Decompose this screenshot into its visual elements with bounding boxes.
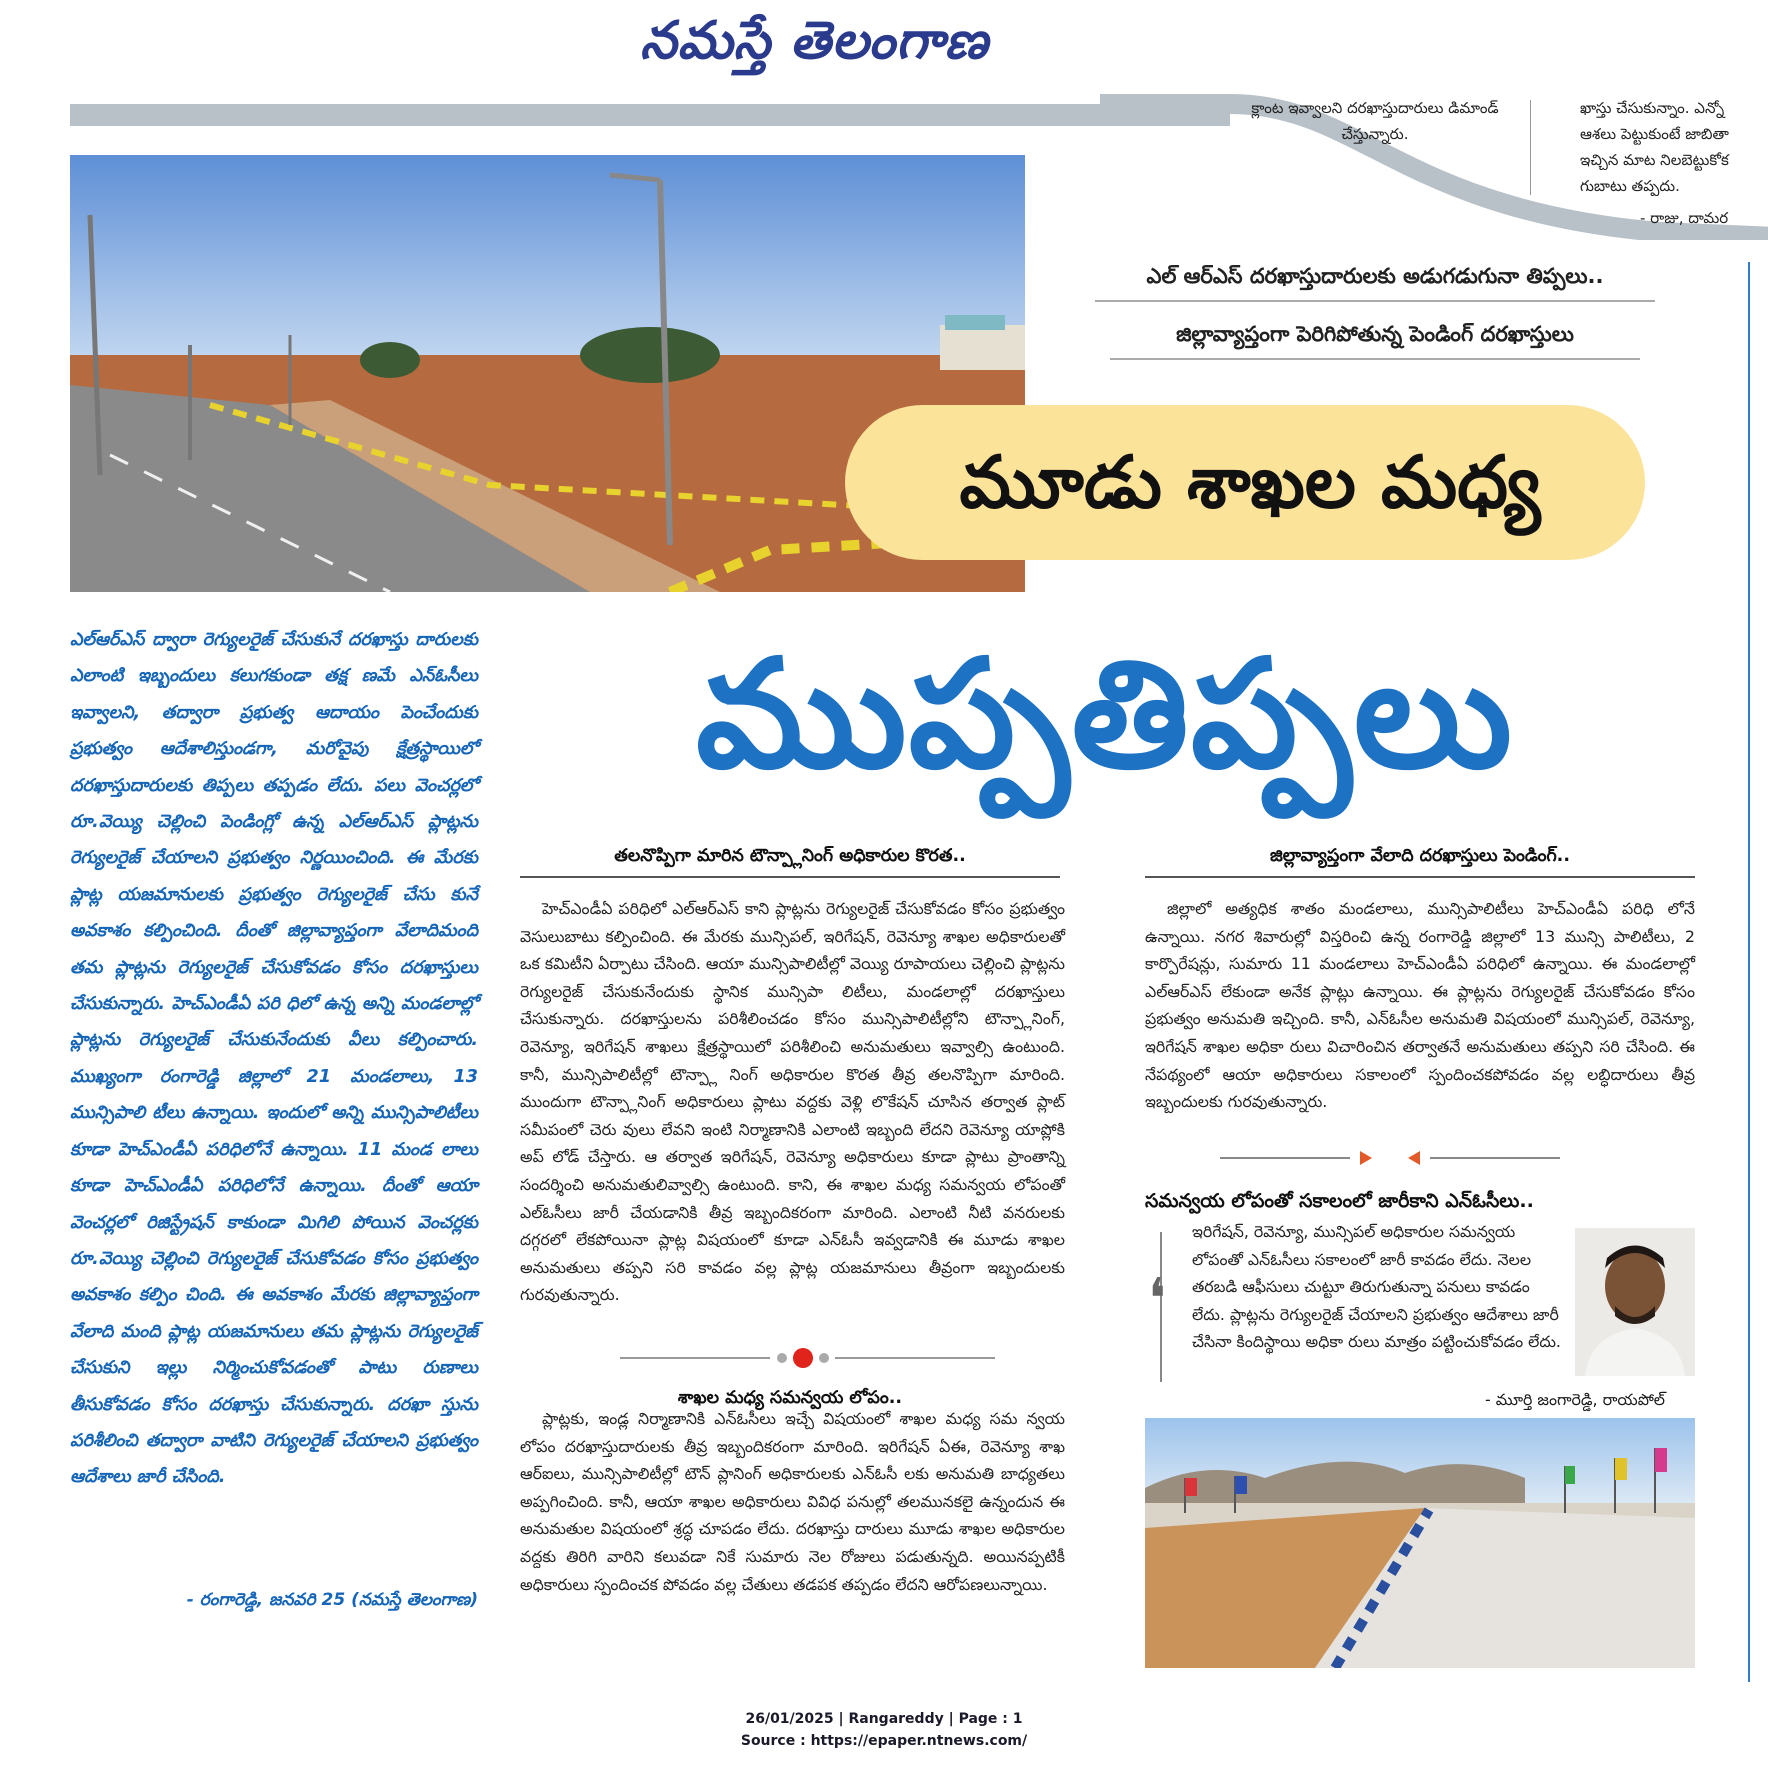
road-venture-photo: [1145, 1418, 1695, 1668]
subhead-1: తలనొప్పిగా మారిన టౌన్ప్లానింగ్ అధికారుల కొరత..: [520, 846, 1060, 878]
section-divider-arrows: [1220, 1148, 1560, 1168]
masthead-title: నమస్తే తెలంగాణ: [640, 10, 989, 71]
teaser-attribution: - రాజు, దామర: [1640, 209, 1729, 227]
main-headline: ముప్పతిప్పలు: [695, 628, 1515, 802]
divider-dots: [768, 1346, 838, 1370]
teaser-column-1: క్లాంట ఇవ్వాలని దరఖాస్తుదారులు డిమాండ్ చేస్తున్నారు.: [1251, 99, 1499, 143]
page-footer: [684, 1708, 1084, 1752]
teaser-column-2: ఖాస్తు చేసుకున్నాం. ఎన్నో ఆశలు పెట్టుకుంటే జాబితా ఇచ్చిన మాట నిలబెట్టుకోక గుబాటు తప్పదు.: [1580, 99, 1729, 195]
dateline: - రంగారెడ్డి, జనవరి 25 (నమస్తే తెలంగాణ): [186, 1590, 478, 1610]
masthead-band: [70, 104, 1230, 126]
kicker-2: జిల్లావ్యాప్తంగా పెరిగిపోతున్న పెండింగ్ దరఖాస్తులు: [1110, 322, 1640, 360]
subhead-4: సమన్వయ లోపంతో సకాలంలో జారీకాని ఎన్ఓసీలు..: [1145, 1190, 1534, 1212]
divider-left: [620, 1357, 770, 1359]
quote-text: ఇరిగేషన్, రెవెన్యూ, మున్సిపల్ అధికారుల సమన్వయ లోపంతో ఎన్ఓసీలు సకాలంలో జారీ కావడం లేదు. నెలల తరబడి ఆఫీసులు చుట్టూ తిరుగుతున్నా పనులు కావడం లేదు. ప్లాట్లను రెగ్యులరైజ్ చేయాలని ప్రభుత్వం ఆదేశాలు జారీ చేసినా కిందిస్థాయి అధికా రులు మాత్రం పట్టించుకోవడం లేదు.: [1192, 1222, 1561, 1352]
body-section-1: హెచ్ఎండీఏ పరిధిలో ఎల్ఆర్ఎస్ కాని ప్లాట్లను రెగ్యులరైజ్ చేసుకోవడం కోసం ప్రభుత్వం వెసులుబాటు కల్పించింది. ఈ మేరకు మున్సిపల్, ఇరిగేషన్, రెవెన్యూ శాఖల అధికారులతో ఒక కమిటీని ఏర్పాటు చేసింది. ఆయా మున్సిపాలిటీల్లో వెయ్యి రూపాయలు చెల్లించి ప్లాట్లను రెగ్యులరైజ్ చేసుకునేందుకు స్థానిక మున్సిపా లిటీలు, మండలాల్లో దరఖాస్తులు చేసుకున్నారు. దరఖాస్తులను పరిశీలించడం కోసం మున్సిపాలిటీల్లోని టౌన్ప్లానింగ్, రెవెన్యూ, ఇరిగేషన్ శాఖలు క్షేత్రస్థాయిలో పరిశీలించి అనుమతులు ఇవ్వాల్సి ఉంటుంది. కానీ, మున్సిపాలిటీల్లో టౌన్ప్లా నింగ్ అధికారుల కొరత తీవ్ర తలనొప్పిగా మారింది. ముందుగా టౌన్ప్లానింగ్ అధికారులు ప్లాటు వద్దకు వెళ్లి లొకేషన్ చూసిన తర్వాత ప్లాట్ సమీపంలో చెరు వులు లేవని ఇంటి నిర్మాణానికి ఎలాంటి ఇబ్బంది లేదని రెవెన్యూ యాప్లోకి అప్ లోడ్ చేస్తారు. ఆ తర్వాత ఇరిగేషన్, రెవెన్యూ అధికారులు కూడా ప్లాటు ప్రాంతాన్ని సందర్శించి అనుమతులివ్వాల్సి ఉంటుంది. కాని, ఈ శాఖల మధ్య సమన్వయ లోపంతో ఎల్ఓసీలు జారీ చేయడానికి తీవ్ర ఇబ్బందికరంగా మారింది. ఎలాంటి నీటి వనరులకు దగ్గరలో లేకపోయినా ప్లాట్ల విషయంలో కూడా ఎన్ఓసీ ఇవ్వడానికి ఈ మూడు శాఖల అనుమతులు తప్పని సరి కావడం వల్ల ప్లాట్ల యజమానులు తీవ్రంగా ఇబ్బందులకు గురవుతున్నారు.: [520, 899, 1065, 1305]
subhead-2: జిల్లావ్యాప్తంగా వేలాది దరఖాస్తులు పెండింగ్..: [1145, 846, 1695, 878]
quote-mark-icon: ❛: [1148, 1267, 1167, 1332]
teaser-divider: [1530, 100, 1531, 195]
footer-edition: 26/01/2025 | Rangareddy | Page : 1: [745, 1711, 1023, 1727]
column-rule: [1748, 262, 1750, 1682]
intro-column: ఎల్ఆర్ఎస్ ద్వారా రెగ్యులరైజ్ చేసుకునే దరఖాస్తు దారులకు ఎలాంటి ఇబ్బందులు కలుగకుండా తక్ష ణమే ఎన్ఓసీలు ఇవ్వాలని, తద్వారా ప్రభుత్వ ఆదాయం పెంచేందుకు ప్రభుత్వం ఆదేశాలిస్తుండగా, మరోవైపు క్షేత్రస్థాయిలో దరఖాస్తుదారులకు తిప్పలు తప్పడం లేదు. పలు వెంచర్లలో రూ.వెయ్యి చెల్లించి పెండింగ్లో ఉన్న ఎల్ఆర్ఎస్ ప్లాట్లను రెగ్యులరైజ్ చేయాలని ప్రభుత్వం నిర్ణయించింది. ఈ మేరకు ప్లాట్ల యజమానులకు ప్రభుత్వం రెగ్యులరైజ్ చేసు కునే అవకాశం కల్పించింది. దీంతో జిల్లావ్యాప్తంగా వేలాదిమంది తమ ప్లాట్లను రెగ్యులరైజ్ చేసుకోవడం కోసం దరఖాస్తులు చేసుకున్నారు. హెచ్ఎండీఏ పరి ధిలో ఉన్న అన్ని మండలాల్లో ప్లాట్లను రెగ్యులరైజ్ చేసుకునేందుకు వీలు కల్పించారు. ముఖ్యంగా రంగారెడ్డి జిల్లాలో 21 మండలాలు, 13 మున్సిపాలి టీలు ఉన్నాయి. ఇందులో అన్ని మున్సిపాలిటీలు కూడా హెచ్ఎండీఏ పరిధిలోనే ఉన్నాయి. 11 మండ లాలు కూడా హెచ్ఎండీఏ పరిధిలోనే ఉన్నాయి. దీంతో ఆయా వెంచర్లలో రిజిస్ట్రేషన్ కాకుండా మిగిలి పోయిన వెంచర్లకు రూ.వెయ్యి చెల్లించి రెగ్యులరైజ్ చేసుకోవడం కోసం ప్రభుత్వం అవకాశం కల్పిం చింది. ఈ అవకాశం మేరకు జిల్లావ్యాప్తంగా వేలాది మంది ప్లాట్ల యజమానులు తమ ప్లాట్లను రెగ్యులరైజ్ చేసుకుని ఇల్లు నిర్మించుకోవడంతో పాటు రుణాలు తీసుకోవడం కోసం దరఖాస్తు చేసుకున్నారు. దరఖా స్తును పరిశీలించి తద్వారా వాటిని రెగ్యులరైజ్ చేయాలని ప్రభుత్వం ఆదేశాలు జారీ చేసింది.: [70, 630, 478, 1488]
quote-attribution: - మూర్తి జంగారెడ్డి, రాయపోల్: [1485, 1390, 1665, 1409]
body-section-3: ప్లాట్లకు, ఇండ్ల నిర్మాణానికి ఎన్ఓసీలు ఇచ్చే విషయంలో శాఖల మధ్య సమ న్వయ లోపం దరఖాస్తుదారులకు తీవ్ర ఇబ్బందికరంగా మారింది. ఇరిగేషన్ ఏఈ, రెవెన్యూ శాఖ ఆర్ఐలు, మున్సిపాలిటీల్లో టౌన్ ప్లానింగ్ అధికారులకు ఎన్ఓసీ లకు అనుమతి బాధ్యతలు అప్పగించింది. కానీ, ఆయా శాఖల అధికారులు వివిధ పనుల్లో తలమునకలై ఉన్నందున ఈ అనుమతుల విషయంలో శ్రద్ధ చూపడం లేదు. దరఖాస్తు దారులు మూడు శాఖల అధికారుల వద్దకు తిరిగి వారిని కలువడా నికే సుమారు నెల రోజులు పడుతున్నది. అయినప్పటికీ అధికారులు స్పందించక పోవడం వల్ల చేతులు తడపక తప్పడం లేదని ఆరోపణలున్నాయి.: [520, 1409, 1065, 1594]
divider-right: [835, 1357, 995, 1359]
body-section-2: జిల్లాలో అత్యధిక శాతం మండలాలు, మున్సిపాలిటీలు హెచ్ఎండీఏ పరిధి లోనే ఉన్నాయి. నగర శివారుల్లో విస్తరించి ఉన్న రంగారెడ్డి జిల్లాలో 13 మున్సి పాలిటీలు, 2 కార్పొరేషన్లు, సుమారు 11 మండలాలు హెచ్ఎండీఏ పరిధిలో ఉన్నాయి. ఈ మండలాల్లో ఎల్ఆర్ఎస్ లేకుండా అనేక ప్లాట్లు ఉన్నాయి. ఈ ప్లాట్లను రెగ్యులరైజ్ చేసుకోవడం కోసం ప్రభుత్వం అనుమతి ఇచ్చింది. కానీ, ఎన్ఓసీల అనుమతి విషయంలో మున్సిపల్, రెవెన్యూ, ఇరిగేషన్ శాఖల అధికా రులు విచారించిన తర్వాతనే అనుమతులు తప్పని సరి చేసింది. ఈ నేపథ్యంలో ఆయా అధికారులు సకాలంలో స్పందించకపోవడం వల్ల లబ్ధిదారులు తీవ్ర ఇబ్బందులకు గురవుతున్నారు.: [1145, 899, 1695, 1112]
quote-portrait: [1575, 1228, 1695, 1376]
kicker-1: ఎల్ ఆర్ఎస్ దరఖాస్తుదారులకు అడుగడుగునా తిప్పలు..: [1095, 264, 1655, 302]
footer-source-link[interactable]: Source : https://epaper.ntnews.com/: [740, 1733, 1028, 1749]
subhead-3: శాఖల మధ్య సమన్వయ లోపం..: [677, 1388, 903, 1408]
pill-headline: మూడు శాఖల మధ్య: [959, 440, 1541, 524]
